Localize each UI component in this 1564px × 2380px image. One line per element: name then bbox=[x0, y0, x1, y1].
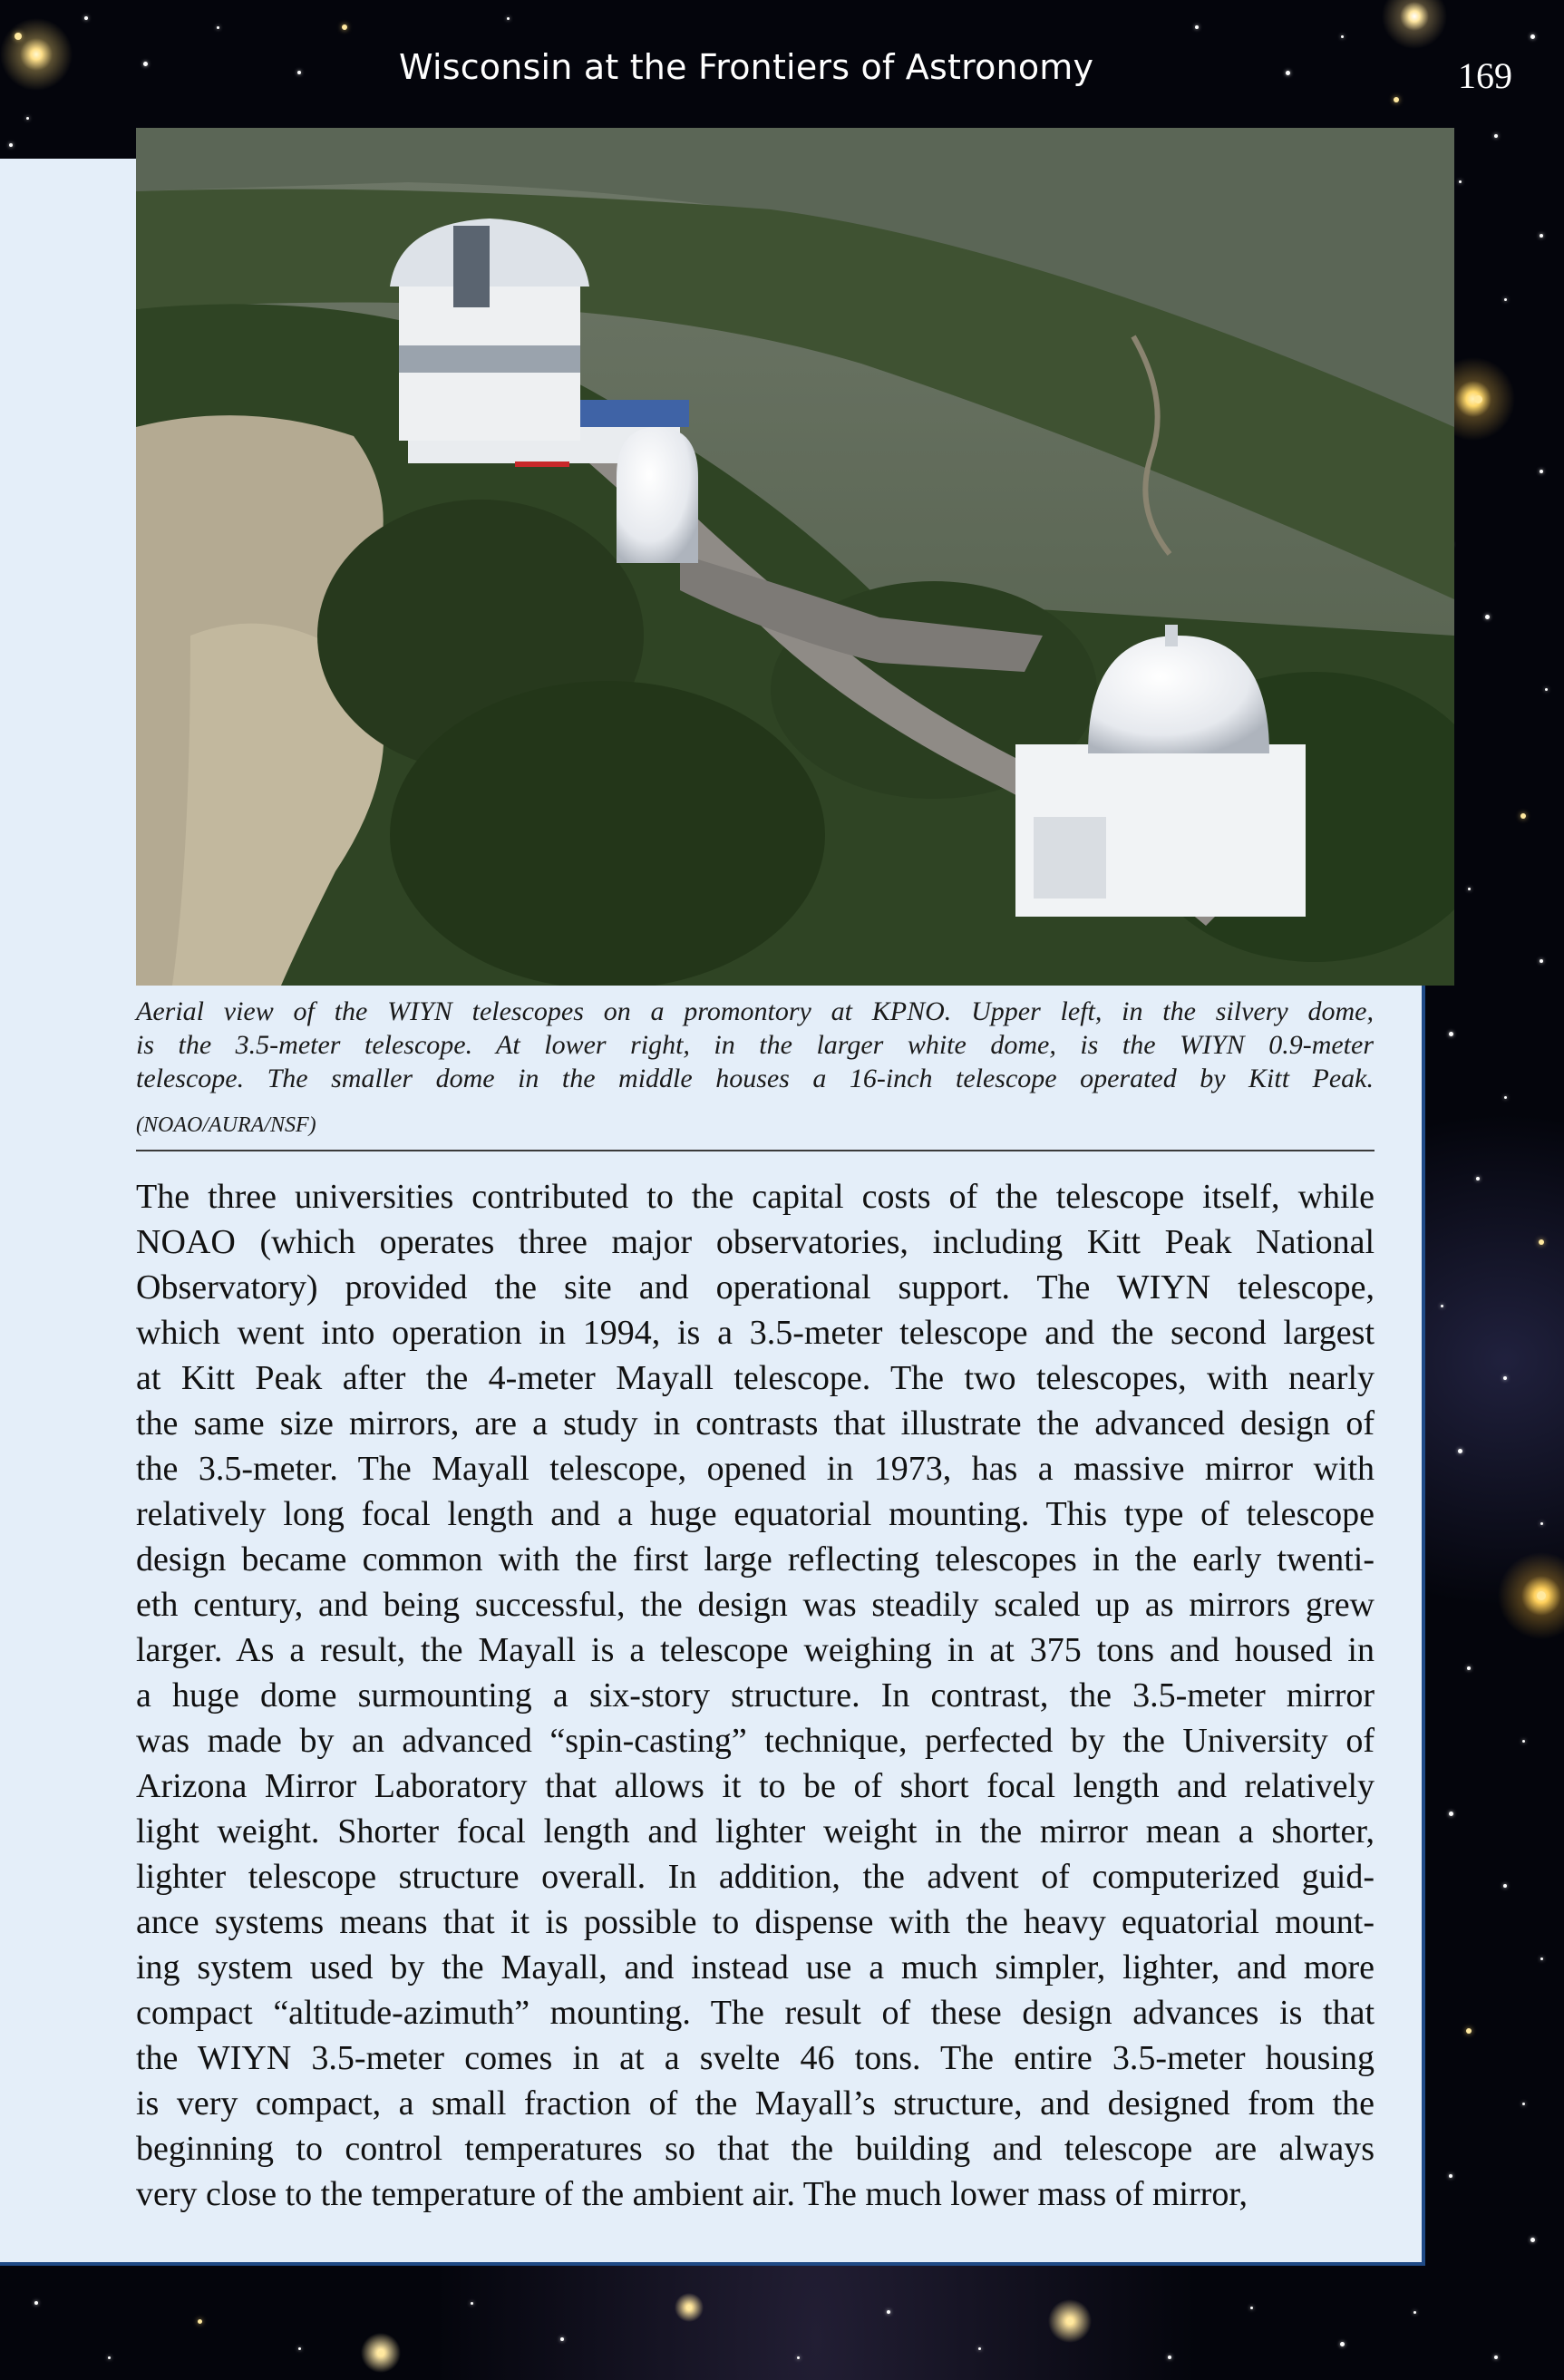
caption-line: telescope. The smaller dome in the middle houses a 16-inch telescope operated by Kitt Peak. bbox=[136, 1064, 1374, 1093]
star-dot bbox=[1485, 615, 1490, 619]
body-text-line: ing system used by the Mayall, and instead use a much simpler, lighter, and more bbox=[136, 1948, 1375, 1987]
body-text-line: eth century, and being successful, the design was steadily scaled up as mirrors grew bbox=[136, 1586, 1375, 1624]
star-dot bbox=[797, 2356, 800, 2359]
star-dot bbox=[1286, 71, 1290, 75]
star-dot bbox=[1539, 1239, 1544, 1245]
star-dot bbox=[1459, 180, 1462, 183]
star-dot bbox=[1449, 2174, 1452, 2178]
body-text-line: compact “altitude-azimuth” mounting. The result of these design advances is that bbox=[136, 1994, 1375, 2032]
star-dot bbox=[34, 2301, 38, 2305]
star-dot bbox=[378, 2350, 384, 2356]
star-dot bbox=[1394, 97, 1399, 102]
star-dot bbox=[1458, 1449, 1462, 1453]
body-text-line: very close to the temperature of the ambient air. The much lower mass of mirror, bbox=[136, 2175, 1248, 2213]
body-text-line: which went into operation in 1994, is a 3.5-meter telescope and the second largest bbox=[136, 1314, 1375, 1352]
star-dot bbox=[198, 2319, 202, 2324]
star-dot bbox=[1467, 1666, 1471, 1670]
star-dot bbox=[298, 2347, 301, 2350]
body-text-line: NOAO (which operates three major observatories, including Kitt Peak National bbox=[136, 1223, 1375, 1261]
star-dot bbox=[1449, 1812, 1453, 1816]
star-dot bbox=[1168, 2356, 1171, 2359]
figure-caption bbox=[136, 995, 1374, 1095]
body-text-line: relatively long focal length and a huge equatorial mounting. This type of telescope bbox=[136, 1495, 1375, 1533]
star-dot bbox=[1341, 35, 1344, 38]
body-text-line: the WIYN 3.5-meter comes in at a svelte 46 tons. The entire 3.5-meter housing bbox=[136, 2039, 1375, 2077]
body-text-line: was made by an advanced “spin-casting” technique, perfected by the University of bbox=[136, 1722, 1375, 1760]
star-dot bbox=[686, 2305, 692, 2310]
star-dot bbox=[1340, 2342, 1345, 2346]
body-text-line: Arizona Mirror Laboratory that allows it to be of short focal length and relatively bbox=[136, 1767, 1375, 1805]
caption-line: Aerial view of the WIYN telescopes on a promontory at KPNO. Upper left, in the silvery dome, bbox=[136, 996, 1374, 1026]
star-dot bbox=[1530, 34, 1535, 39]
star-dot bbox=[1540, 1957, 1543, 1960]
body-text-line: design became common with the first large reflecting telescopes in the early twenti- bbox=[136, 1540, 1375, 1579]
body-text bbox=[136, 1174, 1375, 2217]
star-dot bbox=[560, 2337, 564, 2341]
star-dot bbox=[1494, 134, 1498, 138]
body-text-line: larger. As a result, the Mayall is a telescope weighing in at 375 tons and housed in bbox=[136, 1631, 1375, 1669]
star-dot bbox=[1530, 2238, 1535, 2242]
body-text-line: light weight. Shorter focal length and lighter weight in the mirror mean a shorter, bbox=[136, 1812, 1375, 1851]
star-dot bbox=[1466, 2028, 1472, 2034]
star-dot bbox=[1540, 470, 1543, 473]
star-dot bbox=[1522, 2103, 1525, 2105]
body-text-line: a huge dome surmounting a six-story structure. In contrast, the 3.5-meter mirror bbox=[136, 1676, 1375, 1715]
star-dot bbox=[342, 24, 347, 30]
body-text-line: at Kitt Peak after the 4-meter Mayall telescope. The two telescopes, with nearly bbox=[136, 1359, 1375, 1397]
running-header-title: Wisconsin at the Frontiers of Astronomy bbox=[399, 47, 1094, 87]
star-dot bbox=[1520, 813, 1526, 819]
star-dot bbox=[1476, 1177, 1480, 1180]
star-dot bbox=[108, 2356, 111, 2359]
star-dot bbox=[1540, 234, 1543, 238]
star-dot bbox=[217, 26, 219, 29]
body-text-line: The three universities contributed to the capital costs of the telescope itself, while bbox=[136, 1178, 1375, 1216]
star-dot bbox=[1474, 395, 1482, 403]
star-dot bbox=[1413, 2311, 1416, 2314]
figure-credit: (NOAO/AURA/NSF) bbox=[136, 1113, 316, 1137]
star-dot bbox=[143, 62, 148, 66]
star-dot bbox=[887, 2310, 890, 2314]
star-dot bbox=[978, 2347, 981, 2350]
star-dot bbox=[471, 2302, 473, 2305]
star-dot bbox=[1468, 888, 1471, 890]
star-dot bbox=[507, 17, 510, 20]
body-text-line: ance systems means that it is possible to dispense with the heavy equatorial mount- bbox=[136, 1903, 1375, 1941]
star-dot bbox=[1545, 688, 1548, 691]
star-dot bbox=[297, 71, 301, 74]
star-dot bbox=[1449, 1032, 1453, 1036]
star-dot bbox=[1195, 25, 1199, 29]
star-dot bbox=[9, 143, 13, 147]
body-text-line: Observatory) provided the site and operational support. The WIYN telescope, bbox=[136, 1268, 1375, 1307]
star-dot bbox=[1494, 2356, 1498, 2359]
body-text-line: lighter telescope structure overall. In addition, the advent of computerized guid- bbox=[136, 1858, 1375, 1896]
star-dot bbox=[84, 16, 88, 20]
observatory-photo-illustration bbox=[136, 128, 1454, 986]
caption-divider bbox=[136, 1150, 1375, 1151]
star-dot bbox=[1503, 1376, 1507, 1380]
star-dot bbox=[1441, 1305, 1443, 1307]
star-dot bbox=[1522, 1740, 1525, 1743]
star-dot bbox=[1504, 298, 1507, 301]
star-dot bbox=[1504, 1096, 1507, 1099]
star-dot bbox=[1250, 2307, 1253, 2309]
star-dot bbox=[1067, 2318, 1073, 2325]
observatory-photo bbox=[136, 128, 1454, 986]
body-text-line: beginning to control temperatures so that the building and telescope are always bbox=[136, 2130, 1375, 2168]
body-text-line: is very compact, a small fraction of the Mayall’s structure, and designed from the bbox=[136, 2084, 1375, 2123]
star-dot bbox=[1537, 1591, 1546, 1600]
body-text-line: the 3.5-meter. The Mayall telescope, opened in 1973, has a massive mirror with bbox=[136, 1450, 1375, 1488]
body-text-line: the same size mirrors, are a study in contrasts that illustrate the advanced design of bbox=[136, 1404, 1375, 1443]
star-dot bbox=[1503, 1884, 1507, 1888]
star-dot bbox=[15, 33, 22, 40]
star-dot bbox=[26, 117, 29, 120]
caption-line: is the 3.5-meter telescope. At lower right, in the larger white dome, is the WIYN 0.9-meter bbox=[136, 1030, 1374, 1060]
star-dot bbox=[1540, 1522, 1543, 1525]
page-number: 169 bbox=[1458, 55, 1512, 96]
star-dot bbox=[1540, 959, 1543, 963]
